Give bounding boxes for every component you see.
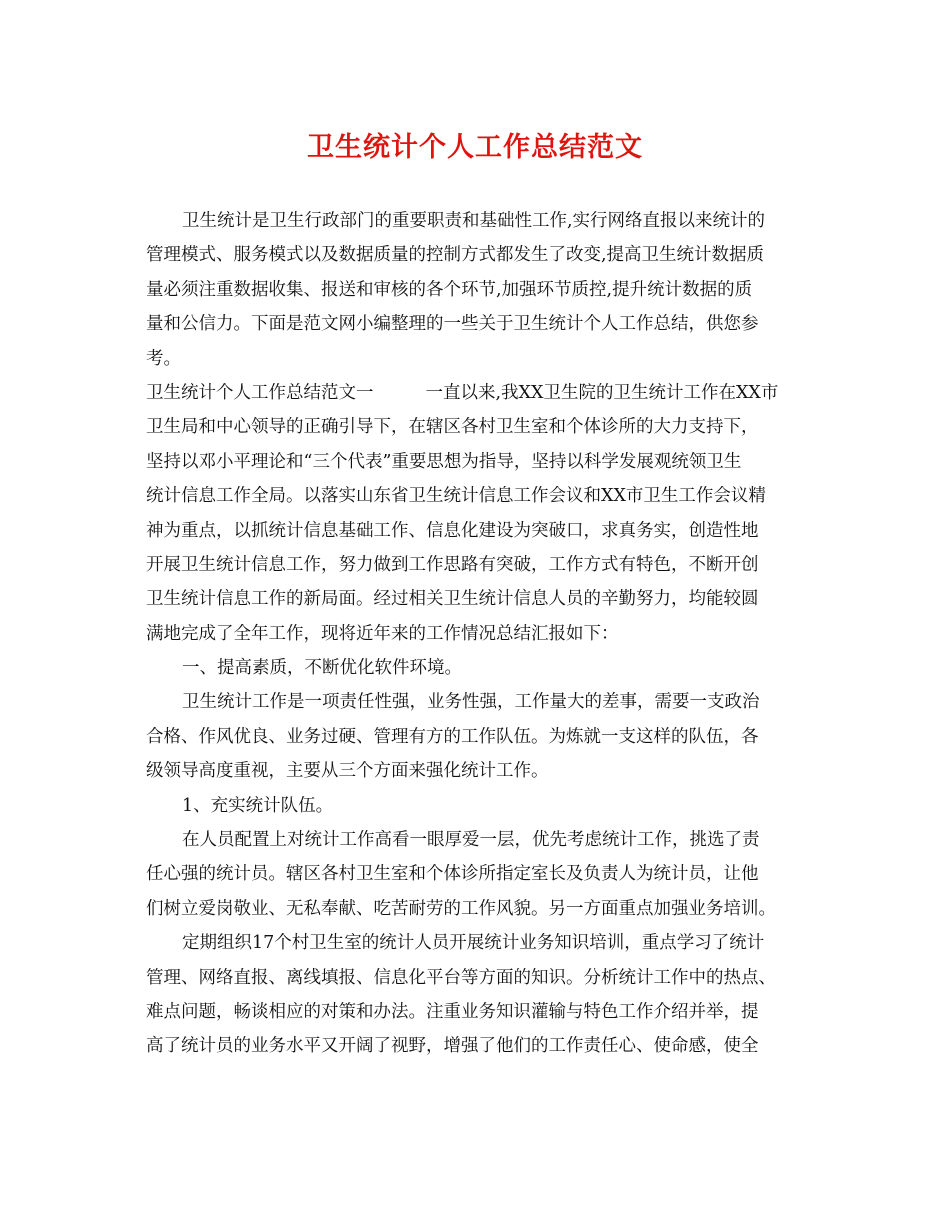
paragraph-line: 们树立爱岗敬业、无私奉献、吃苦耐劳的工作风貌。另一方面重点加强业务培训。: [146, 898, 776, 919]
document-body: [146, 204, 810, 1064]
section-heading: 一、提高素质，不断优化软件环境。: [182, 658, 462, 679]
paragraph-line: 在人员配置上对统计工作高看一眼厚爱一层，优先考虑统计工作，挑选了责: [182, 830, 760, 851]
paragraph-line: 卫生统计是卫生行政部门的重要职责和基础性工作,实行网络直报以来统计的: [182, 211, 766, 231]
paragraph-line: 卫生局和中心领导的正确引导下，在辖区各村卫生室和个体诊所的大力支持下，: [146, 417, 759, 438]
paragraph-line: 合格、作风优良、业务过硬、管理有方的工作队伍。为炼就一支这样的队伍，各: [146, 726, 759, 747]
paragraph-line: 管理、网络直报、离线填报、信息化平台等方面的知识。分析统计工作中的热点、: [146, 967, 776, 988]
paragraph-line: 开展卫生统计信息工作，努力做到工作思路有突破，工作方式有特色，不断开创: [146, 554, 759, 575]
paragraph-text: 一直以来,我XX卫生院的卫生统计工作在XX市: [425, 382, 779, 403]
paragraph-line: 考。: [146, 348, 181, 369]
paragraph-line: 神为重点，以抓统计信息基础工作、信息化建设为突破口，求真务实，创造性地: [146, 520, 759, 541]
paragraph-line: 卫生统计工作是一项责任性强，业务性强，工作量大的差事，需要一支政治: [182, 692, 760, 713]
paragraph-line: 管理模式、服务模式以及数据质量的控制方式都发生了改变,提高卫生统计数据质: [146, 245, 765, 266]
paragraph-line: 统计信息工作全局。以落实山东省卫生统计信息工作会议和XX市卫生工作会议精: [146, 486, 766, 507]
paragraph-line: 高了统计员的业务水平又开阔了视野，增强了他们的工作责任心、使命感，使全: [146, 1036, 759, 1057]
paragraph-line: 定期组织17个村卫生室的统计人员开展统计业务知识培训，重点学习了统计: [182, 933, 765, 954]
paragraph-line: 难点问题，畅谈相应的对策和办法。注重业务知识灌输与特色工作介绍并举，提: [146, 1001, 759, 1022]
paragraph-line: 级领导高度重视，主要从三个方面来强化统计工作。: [146, 761, 549, 782]
paragraph-line: 量和公信力。下面是范文网小编整理的一些关于卫生统计个人工作总结，供您参: [146, 314, 759, 335]
paragraph-line: 坚持以邓小平理论和“三个代表”重要思想为指导，坚持以科学发展观统领卫生: [146, 451, 742, 472]
page-title: 卫生统计个人工作总结范文: [307, 132, 643, 163]
paragraph-line: 任心强的统计员。辖区各村卫生室和个体诊所指定室长及负责人为统计员，让他: [146, 864, 759, 885]
section-heading: 卫生统计个人工作总结范文一: [146, 382, 374, 403]
paragraph-line: 量必须注重数据收集、报送和审核的各个环节,加强环节质控,提升统计数据的质: [146, 279, 753, 300]
paragraph-line: 卫生统计信息工作的新局面。经过相关卫生统计信息人员的辛勤努力，均能较圆: [146, 589, 759, 610]
sub-heading: 1、充实统计队伍。: [182, 795, 334, 816]
paragraph-line: [146, 376, 810, 410]
paragraph-line: 满地完成了全年工作，现将近年来的工作情况总结汇报如下：: [146, 623, 619, 644]
